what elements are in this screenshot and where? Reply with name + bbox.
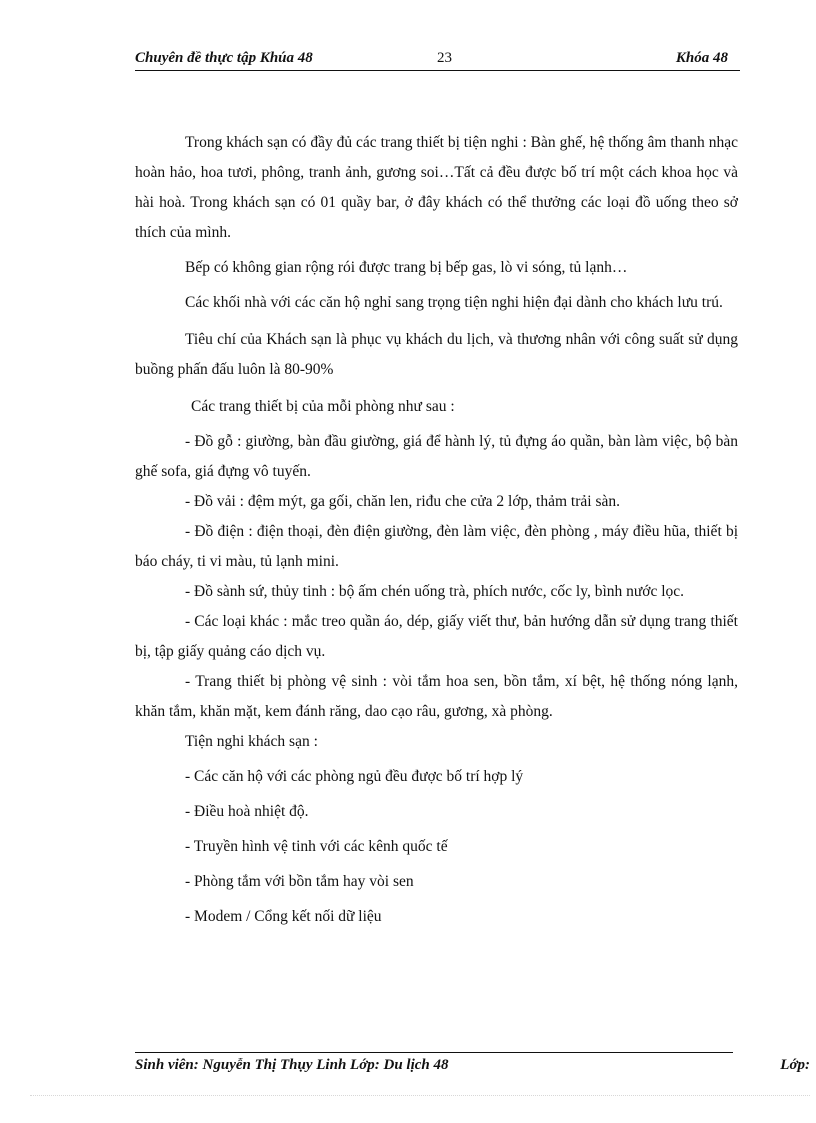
- list-item: - Truyền hình vệ tinh với các kênh quốc tế: [185, 838, 448, 855]
- footer-student: Sinh viên: Nguyễn Thị Thụy Linh Lớp: Du lịch 48: [135, 1057, 449, 1073]
- list-item: - Modem / Cổng kết nối dữ liệu: [185, 908, 382, 925]
- list-item: - Trang thiết bị phòng vệ sinh : vòi tắm hoa sen, bồn tắm, xí bệt, hệ thống nóng lạnh, khăn tắm, khăn mặt, kem đánh răng, dao cạo râu, gương, xà phòng.: [135, 673, 738, 720]
- list-item: - Các căn hộ với các phòng ngủ đều được bố trí hợp lý: [185, 768, 524, 785]
- list-item: - Đồ vải : đệm mýt, ga gối, chăn len, riđu che cửa 2 lớp, thảm trải sàn.: [185, 493, 620, 510]
- paragraph: Tiêu chí của Khách sạn là phục vụ khách du lịch, và thương nhân với công suất sử dụng buồng phấn đấu luôn là 80-90%: [135, 331, 738, 378]
- document-body: [135, 128, 738, 932]
- footer-divider: [135, 1052, 733, 1053]
- page-number: 23: [437, 50, 452, 66]
- paragraph: Các trang thiết bị của mỗi phòng như sau :: [191, 398, 455, 415]
- header-course: Khóa 48: [675, 50, 728, 66]
- list-item: - Các loại khác : mắc treo quần áo, dép, giấy viết thư, bản hướng dẫn sử dụng trang thiết bị, tập giấy quảng cáo dịch vụ.: [135, 613, 738, 660]
- page-footer: [135, 1057, 810, 1074]
- header-title: Chuyên đề thực tập Khúa 48: [135, 50, 313, 66]
- page-header: [135, 48, 740, 71]
- list-item: - Đồ sành sứ, thủy tinh : bộ ấm chén uống trà, phích nước, cốc ly, bình nước lọc.: [185, 583, 685, 600]
- list-item: - Phòng tắm với bồn tắm hay vòi sen: [185, 873, 414, 890]
- footer-class: Lớp:: [780, 1057, 810, 1073]
- paragraph: Các khối nhà với các căn hộ nghỉ sang trọng tiện nghi hiện đại dành cho khách lưu trú.: [185, 294, 723, 311]
- list-item: - Đồ gỗ : giường, bàn đầu giường, giá để hành lý, tủ đựng áo quần, bàn làm việc, bộ bàn ghế sofa, giá đựng vô tuyến.: [135, 433, 738, 480]
- list-item: - Điều hoà nhiệt độ.: [185, 803, 309, 820]
- section-heading: Tiện nghi khách sạn :: [185, 733, 318, 750]
- paragraph: Bếp có không gian rộng rói được trang bị bếp gas, lò vi sóng, tủ lạnh…: [185, 259, 628, 276]
- paragraph: Trong khách sạn có đầy đủ các trang thiết bị tiện nghi : Bàn ghế, hệ thống âm thanh nhạc hoàn hảo, hoa tươi, phông, tranh ảnh, gương soi…Tất cả đều được bố trí một cách khoa học và hài hoà. Trong khách sạn có 01 quầy bar, ở đây khách có thể thưởng các loại đồ uống theo sở thích của mình.: [135, 134, 738, 241]
- list-item: - Đồ điện : điện thoại, đèn điện giường, đèn làm việc, đèn phòng , máy điều hũa, thiết bị báo cháy, ti vi màu, tủ lạnh mini.: [135, 523, 738, 570]
- page-edge-divider: [30, 1095, 810, 1096]
